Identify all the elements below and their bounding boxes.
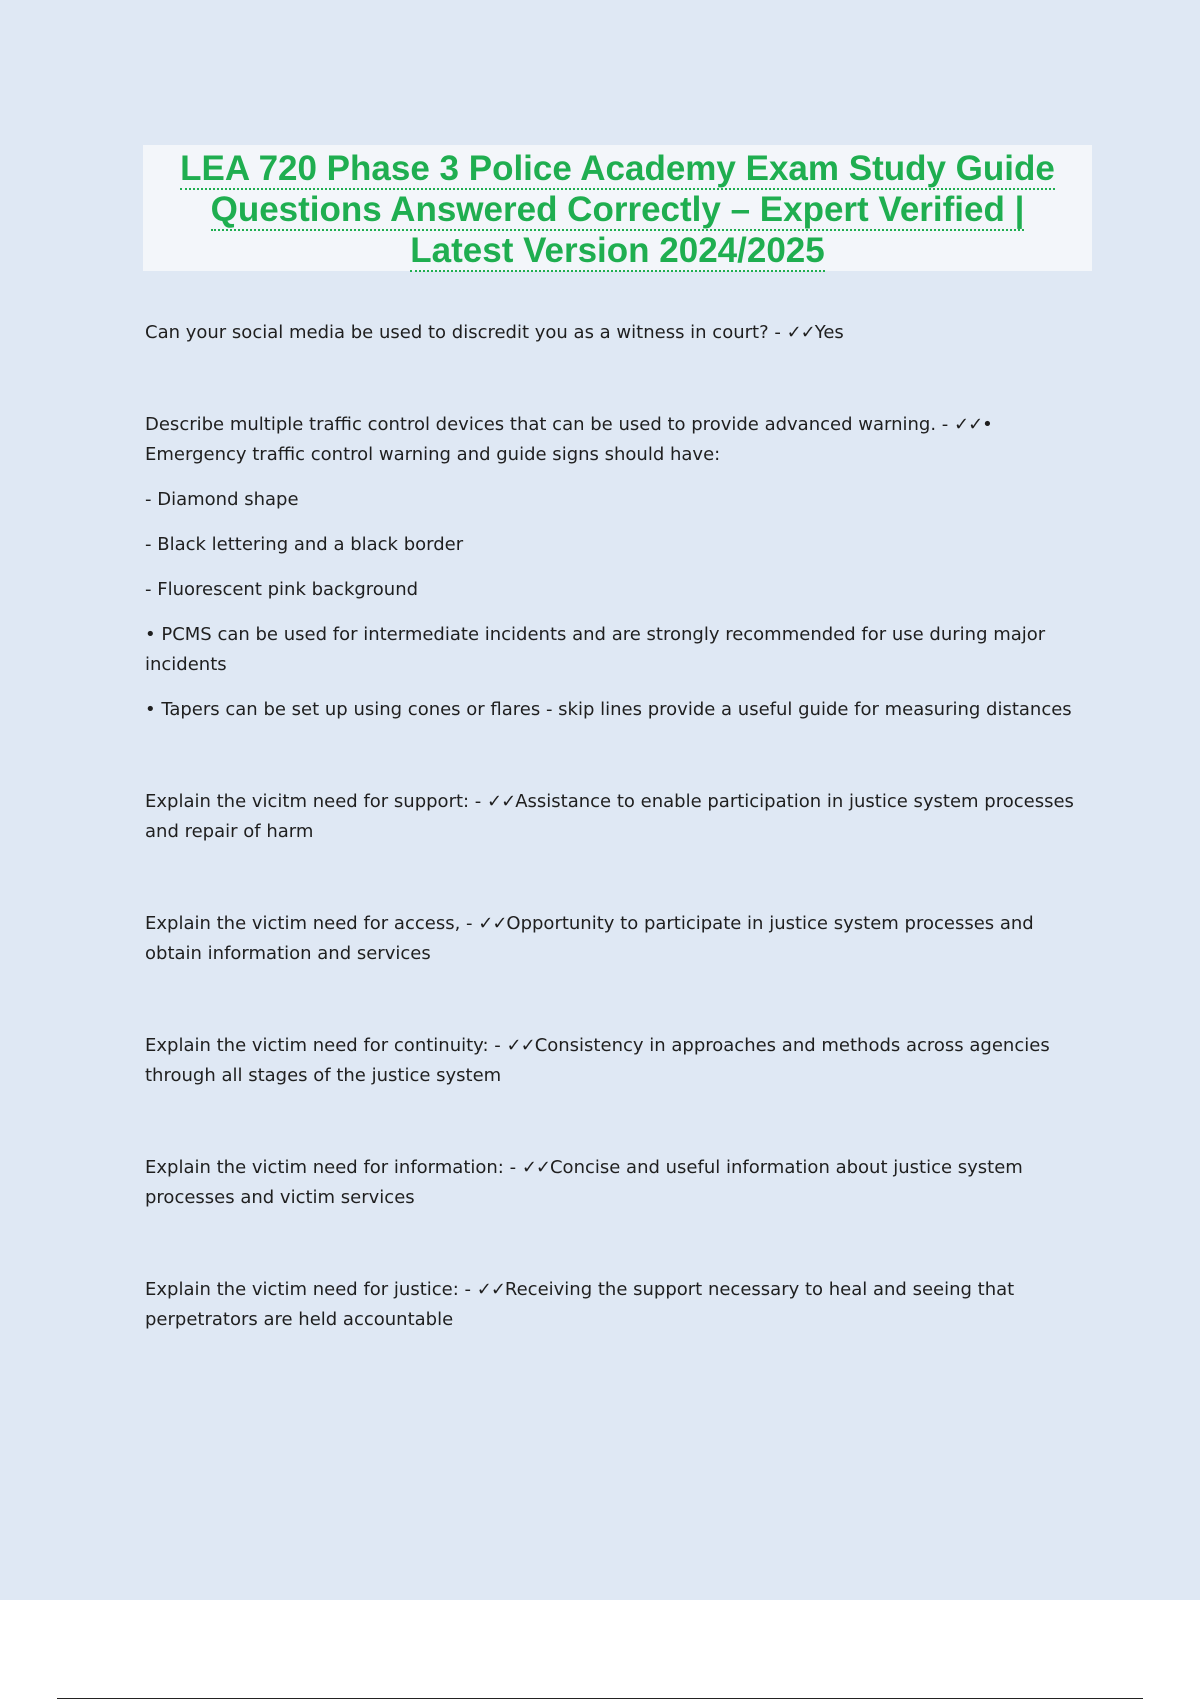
answer-text: Opportunity to participate in justice system processes and obtain information and services xyxy=(145,913,1034,964)
check-icon: ✓✓ xyxy=(521,1157,550,1178)
check-icon: ✓✓ xyxy=(487,791,516,812)
answer-detail: • PCMS can be used for intermediate incidents and are strongly recommended for use during major incidents xyxy=(145,624,1046,675)
answer-text: Receiving the support necessary to heal and seeing that perpetrators are held accountable xyxy=(145,1279,1015,1330)
answer-text: • Emergency traffic control warning and guide signs should have: xyxy=(145,414,993,465)
check-icon: ✓✓ xyxy=(476,1279,505,1300)
answer-text: Yes xyxy=(814,322,844,343)
qa-item xyxy=(145,787,1090,847)
check-icon: ✓✓ xyxy=(506,1035,535,1056)
qa-text xyxy=(145,1153,1090,1213)
check-icon: ✓✓ xyxy=(953,414,983,435)
question-text: Explain the victim need for information: - xyxy=(145,1157,522,1178)
qa-text xyxy=(145,410,1090,470)
title-line: LEA 720 Phase 3 Police Academy Exam Study Guide xyxy=(180,149,1055,188)
answer-detail: - Fluorescent pink background xyxy=(145,579,419,600)
answer-detail: • Tapers can be set up using cones or flares - skip lines provide a useful guide for measuring distances xyxy=(145,699,1072,720)
check-icon: ✓✓ xyxy=(478,913,507,934)
footer-divider xyxy=(57,1698,1143,1699)
question-text: Describe multiple traffic control devices that can be used to provide advanced warning. - xyxy=(145,414,954,435)
qa-text xyxy=(145,787,1090,847)
qa-item xyxy=(145,410,1090,725)
qa-item xyxy=(145,318,1090,348)
answer-detail: - Diamond shape xyxy=(145,489,299,510)
question-text: Can your social media be used to discredit you as a witness in court? - xyxy=(145,322,787,343)
title-line: Latest Version 2024/2025 xyxy=(410,231,825,270)
title-box xyxy=(143,145,1092,271)
answer-text: Consistency in approaches and methods across agencies through all stages of the justice system xyxy=(145,1035,1050,1086)
qa-text xyxy=(145,318,1090,348)
question-text: Explain the vicitm need for support: - xyxy=(145,791,488,812)
qa-item xyxy=(145,1275,1090,1335)
question-text: Explain the victim need for continuity: - xyxy=(145,1035,507,1056)
qa-text xyxy=(145,1031,1090,1091)
answer-text: Concise and useful information about justice system processes and victim services xyxy=(145,1157,1023,1208)
qa-item xyxy=(145,1153,1090,1213)
document-title xyxy=(143,148,1092,271)
qa-item xyxy=(145,1031,1090,1091)
qa-list xyxy=(145,318,1090,1397)
check-icon: ✓✓ xyxy=(786,322,815,343)
answer-detail: - Black lettering and a black border xyxy=(145,534,464,555)
qa-text xyxy=(145,909,1090,969)
title-line: Questions Answered Correctly – Expert Verified | xyxy=(210,190,1025,229)
question-text: Explain the victim need for justice: - xyxy=(145,1279,477,1300)
answer-text: Assistance to enable participation in justice system processes and repair of harm xyxy=(145,791,1074,842)
qa-text xyxy=(145,1275,1090,1335)
qa-item xyxy=(145,909,1090,969)
question-text: Explain the victim need for access, - xyxy=(145,913,479,934)
